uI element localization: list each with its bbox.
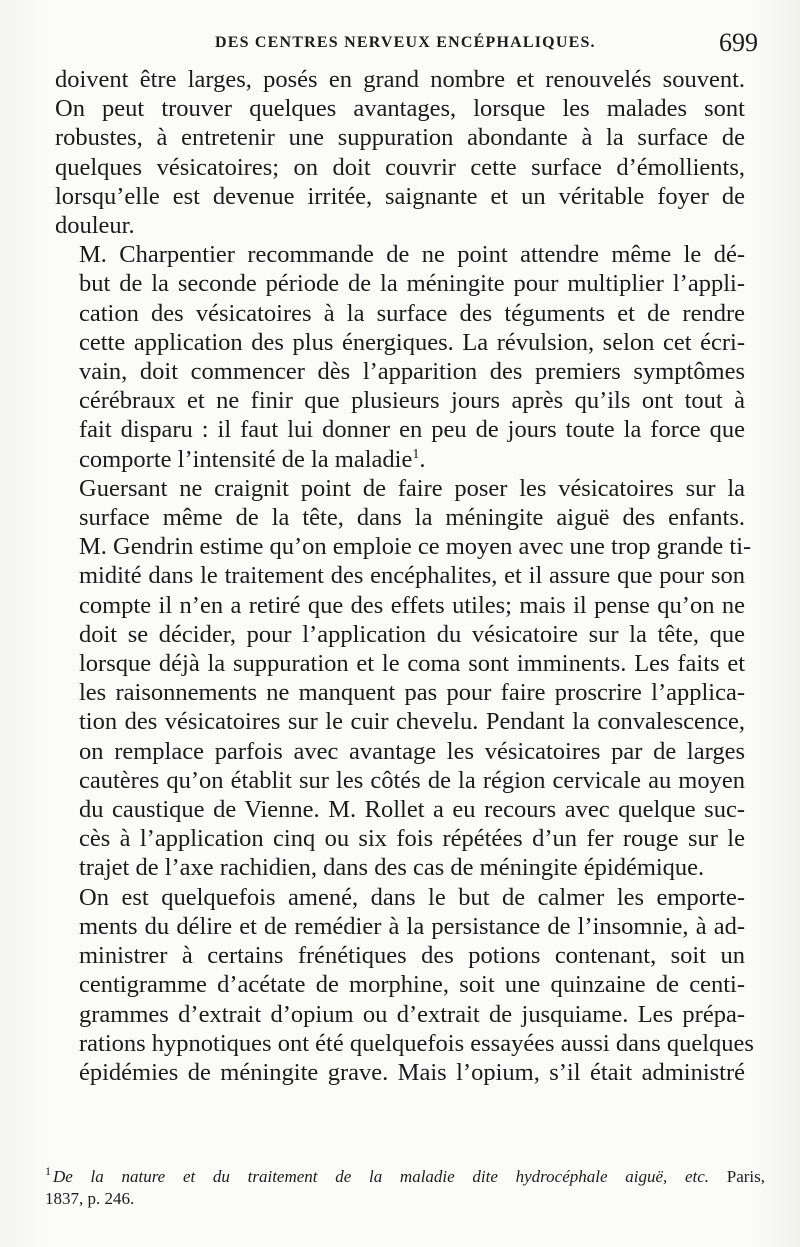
- paragraph: [55, 474, 752, 883]
- text-line: but de la seconde période de la méningite pour multiplier l’appli-: [79, 270, 745, 298]
- page-header: [55, 28, 768, 62]
- text-line-with-footnote: comporte l’intensité de la maladie$^1$.: [79, 445, 426, 473]
- text-line: lorsque déjà la suppuration et le coma sont imminents. Les faits et: [79, 650, 745, 678]
- text-line: ministrer à certains frénétiques des potions contenant, soit un: [79, 942, 745, 970]
- text-line: rations hypnotiques ont été quelquefois essayées aussi dans quelques: [79, 1029, 754, 1057]
- paragraph: [55, 883, 754, 1087]
- text-line: fait disparu : il faut lui donner en peu de jours toute la force que: [79, 416, 745, 444]
- footnote-place: Paris,: [726, 1167, 765, 1186]
- text-line: On peut trouver quelques avantages, lorsque les malades sont: [55, 95, 745, 123]
- page-number: 699: [719, 28, 758, 57]
- text-line: lorsqu’elle est devenue irritée, saignante et un véritable foyer de: [55, 182, 745, 210]
- footnote-mark: 1: [45, 1164, 51, 1179]
- text-line: quelques vésicatoires; on doit couvrir cette surface d’émollients,: [55, 153, 745, 181]
- footnote: [45, 1166, 765, 1210]
- footnote-title: De la nature et du traitement de la maladie dite hydrocéphale aiguë, etc.: [53, 1167, 710, 1186]
- text-line: centigramme d’acétate de morphine, soit une quinzaine de centi-: [79, 971, 745, 999]
- text-line: Guersant ne craignit point de faire poser les vésicatoires sur la: [79, 474, 745, 502]
- text-line: M. Charpentier recommande de ne point attendre même le dé-: [79, 241, 745, 269]
- text-line: cautères qu’on établit sur les côtés de la région cervicale au moyen: [79, 766, 745, 794]
- text-line: trajet de l’axe rachidien, dans des cas de méningite épidémique.: [79, 854, 705, 882]
- paragraph: [55, 65, 745, 240]
- text-line: grammes d’extrait d’opium ou d’extrait de jusquiame. Les prépa-: [79, 1000, 745, 1028]
- running-title: DES CENTRES NERVEUX ENCÉPHALIQUES.: [215, 34, 596, 51]
- text-line: cérébraux et ne finir que plusieurs jours après qu’ils ont tout à: [79, 387, 745, 415]
- footnote-line: [45, 1166, 765, 1188]
- body-text: [55, 65, 754, 1087]
- text-line: comporte l’intensité de la maladie: [79, 445, 413, 473]
- text-line: doivent être larges, posés en grand nombre et renouvelés souvent.: [55, 66, 745, 93]
- text-line: épidémies de méningite grave. Mais l’opium, s’il était administré: [79, 1058, 745, 1086]
- text-line: doit se décider, pour l’application du vésicatoire sur la tête, que: [79, 620, 745, 648]
- text-line: on remplace parfois avec avantage les vésicatoires par de larges: [79, 737, 745, 765]
- text-line: M. Gendrin estime qu’on emploie ce moyen avec une trop grande ti-: [79, 533, 752, 561]
- text-line: cette application des plus énergiques. La révulsion, selon cet écri-: [79, 328, 745, 356]
- text-line: cès à l’application cinq ou six fois répétées d’un fer rouge sur le: [79, 825, 745, 853]
- text-line: douleur.: [55, 212, 135, 240]
- text-line: midité dans le traitement des encéphalites, et il assure que pour son: [79, 562, 745, 590]
- text-line: tion des vésicatoires sur le cuir chevelu. Pendant la convalescence,: [79, 708, 745, 736]
- text-line: du caustique de Vienne. M. Rollet a eu recours avec quelque suc-: [79, 796, 745, 824]
- text-line: surface même de la tête, dans la méningite aiguë des enfants.: [79, 504, 745, 532]
- footnote-citation: 1837, p. 246.: [45, 1189, 135, 1208]
- paragraph: [55, 240, 745, 474]
- text-line: ments du délire et de remédier à la persistance de l’insomnie, à ad-: [79, 912, 745, 940]
- text-line: les raisonnements ne manquent pas pour faire proscrire l’applica-: [79, 679, 745, 707]
- text-line: On est quelquefois amené, dans le but de calmer les emporte-: [79, 883, 745, 911]
- footnote-reference[interactable]: 1: [412, 446, 420, 462]
- text-line: vain, doit commencer dès l’apparition des premiers symptômes: [79, 358, 745, 386]
- text-line: compte il n’en a retiré que des effets utiles; mais il pense qu’on ne: [79, 591, 745, 619]
- text-line: robustes, à entretenir une suppuration abondante à la surface de: [55, 124, 745, 152]
- text-line: cation des vésicatoires à la surface des téguments et de rendre: [79, 299, 745, 327]
